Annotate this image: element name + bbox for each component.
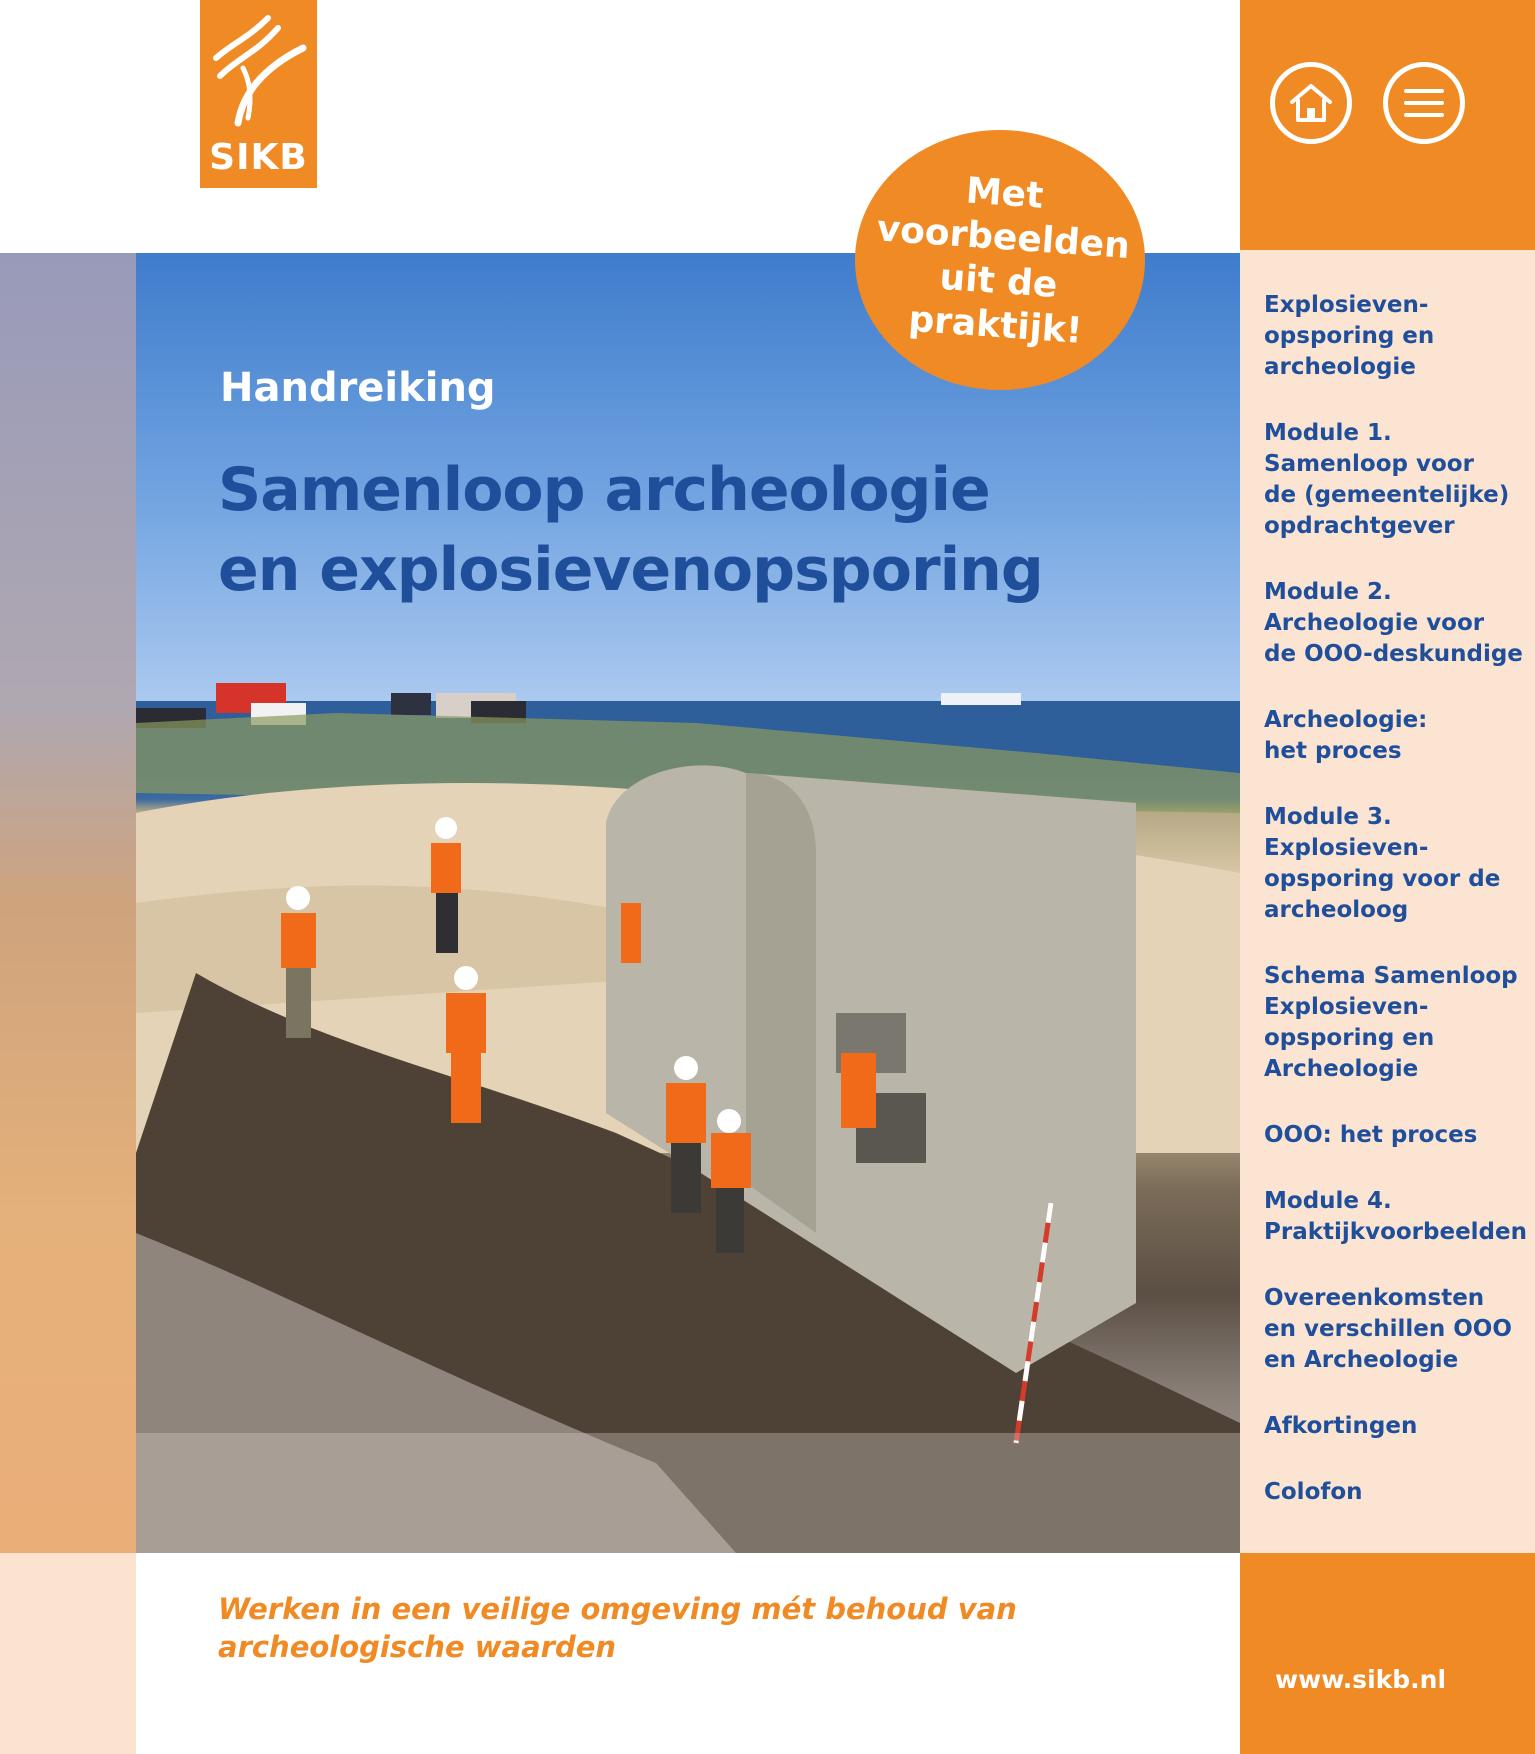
toc-item-line: Module 4. (1264, 1188, 1392, 1214)
toc-item-module-1[interactable] (1264, 418, 1526, 542)
home-icon (1288, 82, 1334, 124)
excavation-scene-illustration (136, 253, 1240, 1553)
title-line-1: Samenloop archeologie (218, 455, 990, 525)
cover-eyebrow: Handreiking (220, 365, 496, 411)
toc-item-line: Explosieven- (1264, 835, 1429, 861)
toc-item-line: Samenloop voor (1264, 451, 1474, 477)
badge-line: praktijk! (907, 298, 1084, 352)
toc-item-line: archeoloog (1264, 897, 1409, 923)
toc-item-line: de (gemeentelijke) (1264, 482, 1510, 508)
logo-text: SIKB (209, 137, 308, 178)
menu-button[interactable] (1383, 62, 1465, 144)
toc-item-line: de OOO-deskundige (1264, 641, 1523, 667)
toc-item-line: Overeenkomsten (1264, 1285, 1485, 1311)
toc-item-line: en verschillen OOO (1264, 1316, 1512, 1342)
toc-item-module-4[interactable] (1264, 1186, 1526, 1248)
toc-item-afkortingen[interactable] (1264, 1411, 1526, 1442)
page-title (218, 450, 1118, 610)
toc-item-line: Explosieven- (1264, 292, 1429, 318)
badge-line: uit de (938, 256, 1059, 307)
toc-item-module-3[interactable] (1264, 802, 1526, 926)
toc-item-colofon[interactable] (1264, 1477, 1526, 1508)
toc-item-line: Schema Samenloop (1264, 963, 1518, 989)
toc-item-overeenkomsten[interactable] (1264, 1283, 1526, 1376)
toc-item-line: het proces (1264, 738, 1402, 764)
table-of-contents (1240, 250, 1535, 1553)
toc-item-line: OOO: het proces (1264, 1122, 1478, 1148)
left-accent-strip (0, 253, 136, 1553)
toc-item-line: opsporing en (1264, 1025, 1435, 1051)
toc-item-line: Archeologie: (1264, 707, 1428, 733)
home-button[interactable] (1270, 62, 1352, 144)
toc-item-line: opsporing en (1264, 323, 1435, 349)
tagline-line-2: archeologische waarden (218, 1630, 617, 1664)
website-link[interactable]: www.sikb.nl (1275, 1665, 1447, 1694)
tagline-line-1: Werken in een veilige omgeving mét behoud van (218, 1592, 1017, 1626)
toc-item-line: Praktijkvoorbeelden (1264, 1219, 1527, 1245)
toc-item-schema-samenloop[interactable] (1264, 961, 1526, 1085)
toc-item-line: Archeologie voor (1264, 610, 1485, 636)
cover-photo (136, 253, 1240, 1553)
toc-item-line: Archeologie (1264, 1056, 1419, 1082)
toc-item-line: archeologie (1264, 354, 1416, 380)
cover-tagline (218, 1590, 1118, 1666)
toc-item-line: opsporing voor de (1264, 866, 1501, 892)
left-bottom-strip (0, 1553, 136, 1754)
practice-examples-badge (855, 130, 1145, 390)
toc-item-line: en Archeologie (1264, 1347, 1459, 1373)
hamburger-menu-icon (1402, 86, 1446, 120)
toc-item-line: opdrachtgever (1264, 513, 1455, 539)
toc-item-module-2[interactable] (1264, 577, 1526, 670)
badge-line: Met (964, 170, 1045, 217)
toc-item-line: Afkortingen (1264, 1413, 1418, 1439)
toc-item-line: Module 3. (1264, 804, 1392, 830)
right-footer (1240, 1553, 1535, 1754)
toc-item-line: Module 2. (1264, 579, 1392, 605)
sikb-logo-icon (208, 8, 308, 128)
sikb-logo[interactable] (200, 0, 317, 188)
toc-item-explosievenopsporing-archeologie[interactable] (1264, 290, 1526, 383)
toc-item-ooo-proces[interactable] (1264, 1120, 1526, 1151)
toc-item-line: Explosieven- (1264, 994, 1429, 1020)
toc-item-line: Colofon (1264, 1479, 1363, 1505)
toc-item-archeologie-proces[interactable] (1264, 705, 1526, 767)
toc-item-line: Module 1. (1264, 420, 1392, 446)
badge-line: voorbeelden (875, 208, 1132, 267)
title-line-2: en explosievenopsporing (218, 535, 1043, 605)
